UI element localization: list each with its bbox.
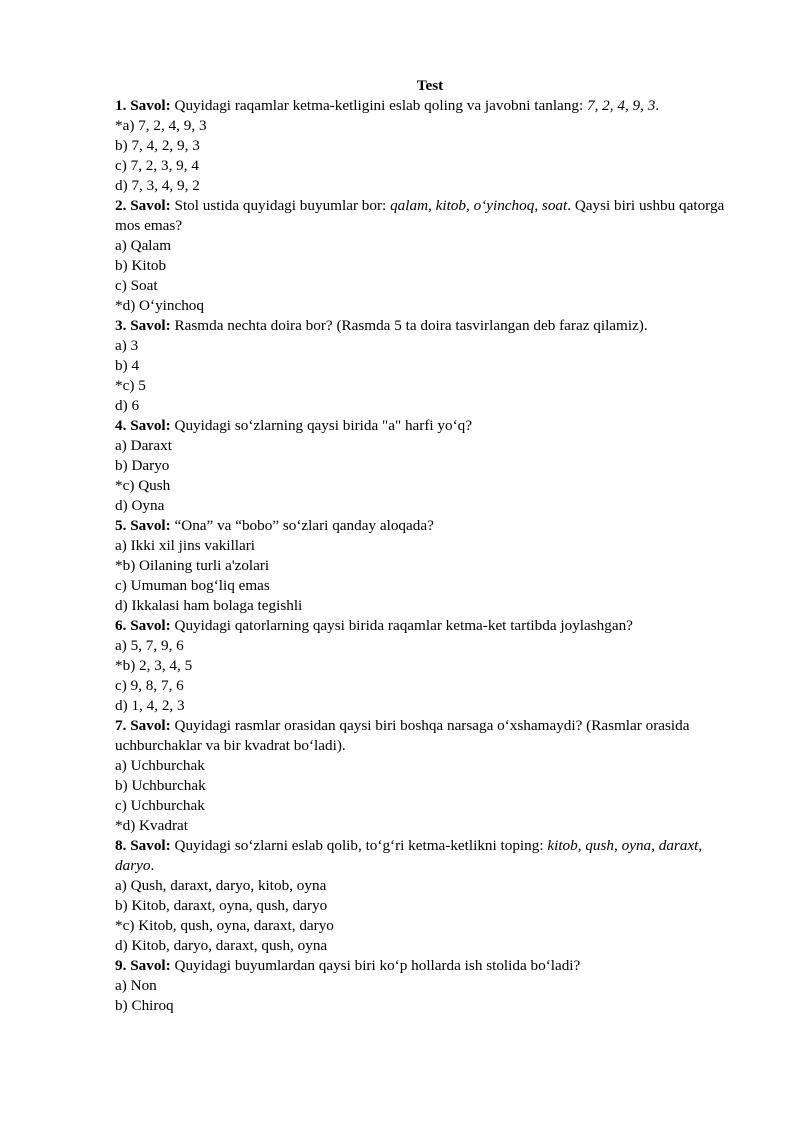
answer-option: b) 4 — [115, 357, 140, 374]
answer-option: *a) 7, 2, 4, 9, 3 — [115, 117, 207, 134]
answer-option: b) Kitob, daraxt, oyna, qush, daryo — [115, 897, 328, 914]
answer-option: a) Qalam — [115, 237, 172, 254]
answer-option: a) 3 — [115, 337, 139, 354]
question-6 — [115, 616, 745, 716]
question-7 — [115, 716, 745, 836]
question-label: 8. Savol: — [115, 837, 171, 854]
answer-option: b) Kitob — [115, 257, 167, 274]
question-label: 2. Savol: — [115, 197, 171, 214]
question-stem — [115, 316, 745, 336]
question-text: Quyidagi rasmlar orasidan qaysi biri boshqa narsaga o‘xshamaydi? (Rasmlar orasida uchburchaklar va bir kvadrat bo‘ladi). — [115, 717, 690, 754]
question-italic-items: 7, 2, 4, 9, 3 — [586, 97, 656, 114]
answer-option: a) Qush, daraxt, daryo, kitob, oyna — [115, 877, 327, 894]
question-label: 4. Savol: — [115, 417, 171, 434]
question-stem — [115, 416, 745, 436]
question-stem — [115, 716, 745, 756]
question-stem — [115, 956, 745, 976]
answer-option: b) 7, 4, 2, 9, 3 — [115, 137, 200, 154]
question-5 — [115, 516, 745, 616]
question-text-tail: . — [150, 857, 155, 874]
answer-option: a) Uchburchak — [115, 757, 205, 774]
answer-option: d) 7, 3, 4, 9, 2 — [115, 177, 200, 194]
question-stem — [115, 96, 745, 116]
question-3 — [115, 316, 745, 416]
answer-option: c) 7, 2, 3, 9, 4 — [115, 157, 199, 174]
question-label: 7. Savol: — [115, 717, 171, 734]
answer-option: d) Ikkalasi ham bolaga tegishli — [115, 597, 303, 614]
answer-option: b) Daryo — [115, 457, 170, 474]
answer-option: b) Chiroq — [115, 997, 174, 1014]
question-text: Quyidagi buyumlardan qaysi biri ko‘p hollarda ish stolida bo‘ladi? — [174, 957, 581, 974]
question-stem — [115, 516, 745, 536]
answer-option: a) Non — [115, 977, 157, 994]
question-1 — [115, 96, 745, 196]
answer-option: d) Oyna — [115, 497, 165, 514]
question-stem — [115, 616, 745, 636]
question-text: Quyidagi raqamlar ketma-ketligini eslab qoling va javobni tanlang: — [174, 97, 587, 114]
document-content — [115, 76, 745, 1016]
answer-option: *c) Qush — [115, 477, 171, 494]
question-list — [115, 96, 745, 1016]
question-text-tail: . — [655, 97, 660, 114]
question-text: Quyidagi so‘zlarni eslab qolib, to‘g‘ri ketma-ketlikni toping: — [174, 837, 548, 854]
question-text: Quyidagi qatorlarning qaysi birida raqamlar ketma-ket tartibda joylashgan? — [174, 617, 633, 634]
answer-option: a) Ikki xil jins vakillari — [115, 537, 256, 554]
question-4 — [115, 416, 745, 516]
question-label: 9. Savol: — [115, 957, 171, 974]
answer-option: a) 5, 7, 9, 6 — [115, 637, 184, 654]
answer-option: *b) 2, 3, 4, 5 — [115, 657, 193, 674]
question-text: Stol ustida quyidagi buyumlar bor: — [174, 197, 391, 214]
question-8 — [115, 836, 745, 956]
question-2 — [115, 196, 745, 316]
question-9 — [115, 956, 745, 1016]
question-text-tail: . Qaysi biri ushbu qatorga mos emas? — [115, 197, 725, 234]
question-label: 3. Savol: — [115, 317, 171, 334]
question-label: 5. Savol: — [115, 517, 171, 534]
answer-option: d) 1, 4, 2, 3 — [115, 697, 185, 714]
question-label: 1. Savol: — [115, 97, 171, 114]
question-text: “Ona” va “bobo” so‘zlari qanday aloqada? — [174, 517, 434, 534]
question-text: Rasmda nechta doira bor? (Rasmda 5 ta doira tasvirlangan deb faraz qilamiz). — [174, 317, 648, 334]
answer-option: *b) Oilaning turli a'zolari — [115, 557, 270, 574]
answer-option: *c) 5 — [115, 377, 146, 394]
question-italic-items: qalam, kitob, o‘yinchoq, soat — [390, 197, 568, 214]
answer-option: *d) Kvadrat — [115, 817, 188, 834]
answer-option: a) Daraxt — [115, 437, 172, 454]
question-stem — [115, 196, 745, 236]
question-italic-items: kitob, qush, oyna, daraxt, daryo — [115, 837, 703, 874]
answer-option: c) Soat — [115, 277, 158, 294]
answer-option: c) 9, 8, 7, 6 — [115, 677, 184, 694]
answer-option: d) Kitob, daryo, daraxt, qush, oyna — [115, 937, 328, 954]
answer-option: c) Umuman bog‘liq emas — [115, 577, 270, 594]
answer-option: d) 6 — [115, 397, 140, 414]
answer-option: c) Uchburchak — [115, 797, 205, 814]
answer-option: *c) Kitob, qush, oyna, daraxt, daryo — [115, 917, 334, 934]
answer-option: *d) O‘yinchoq — [115, 297, 204, 314]
question-stem — [115, 836, 745, 876]
question-label: 6. Savol: — [115, 617, 171, 634]
document-title: Test — [416, 77, 444, 94]
question-text: Quyidagi so‘zlarning qaysi birida "a" harfi yo‘q? — [174, 417, 472, 434]
answer-option: b) Uchburchak — [115, 777, 206, 794]
